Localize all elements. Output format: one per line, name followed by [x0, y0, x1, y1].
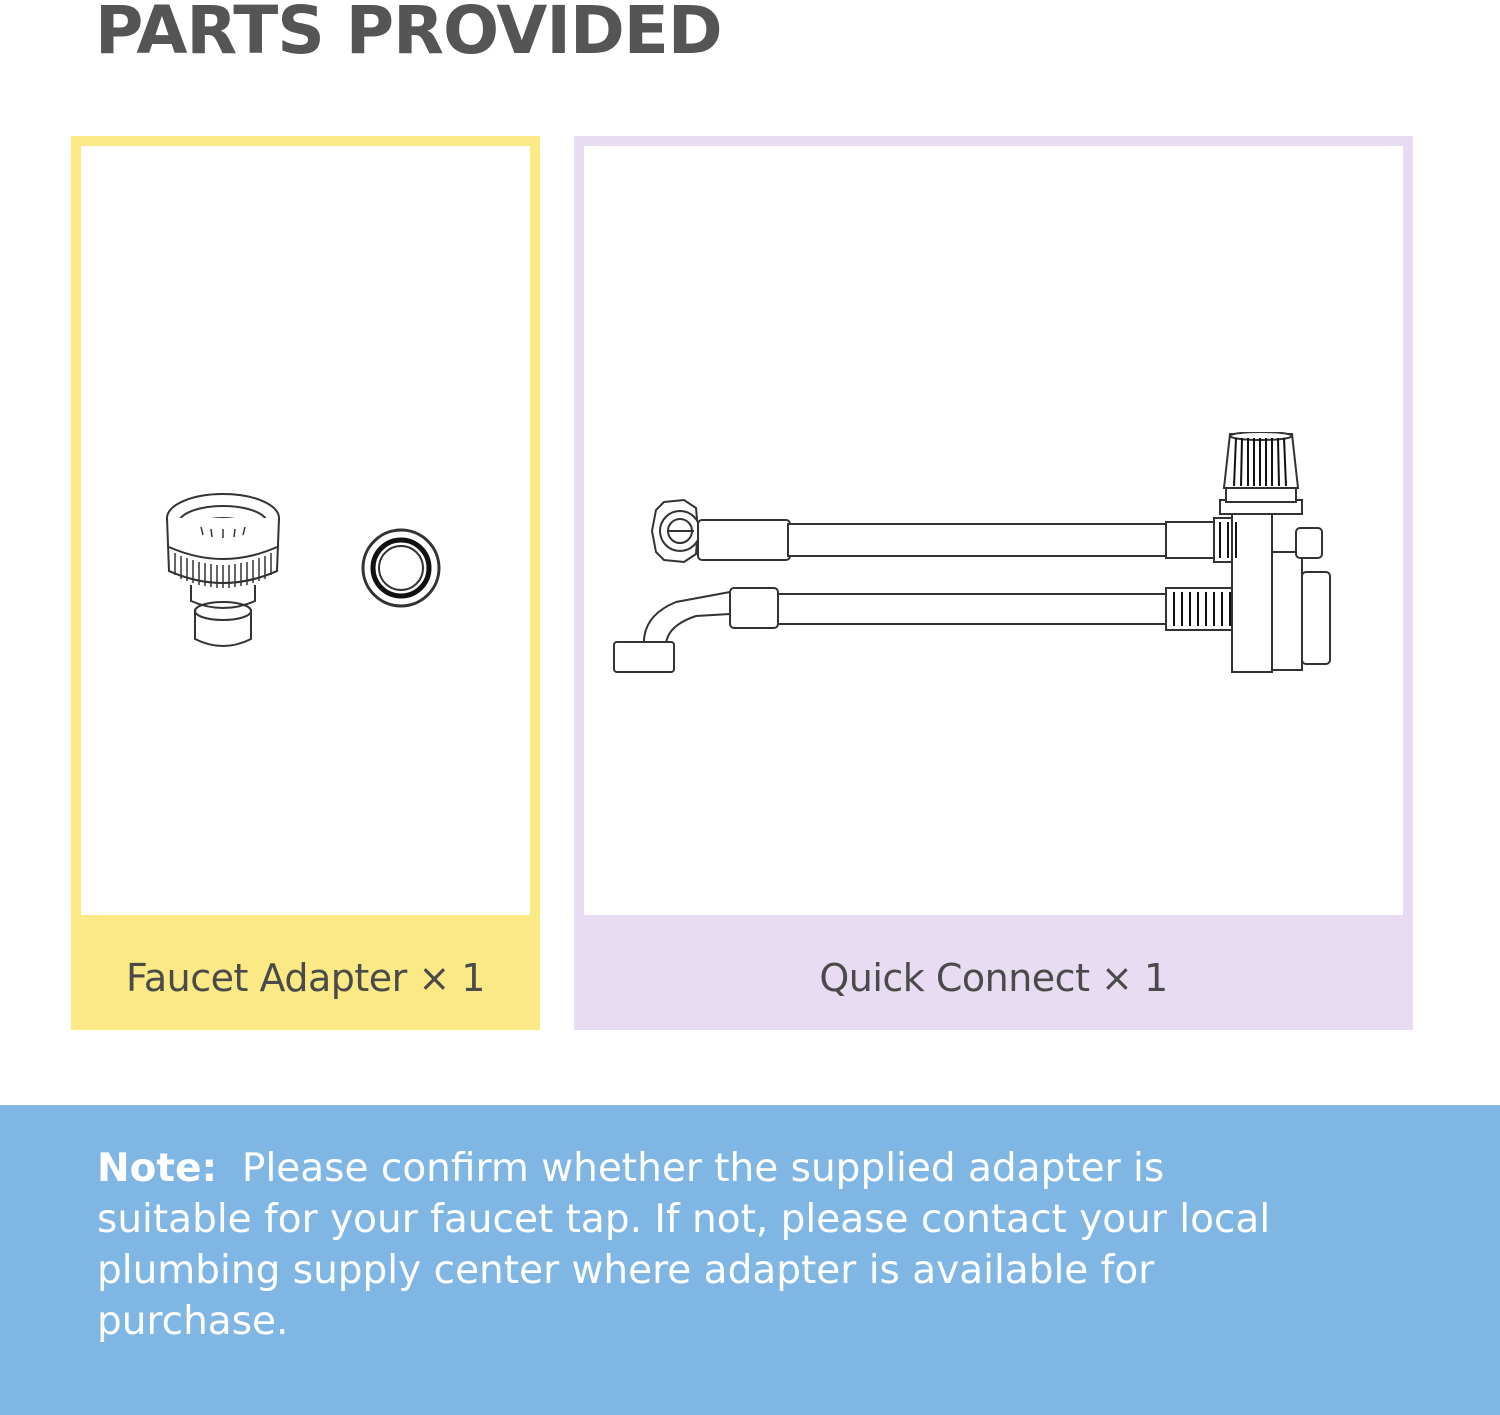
part-illustration-area: [584, 146, 1403, 915]
part-label: [71, 926, 540, 1030]
page-title: PARTS PROVIDED: [95, 0, 722, 69]
faucet-adapter-icon: [161, 491, 291, 661]
part-card-faucet-adapter: [71, 136, 540, 1030]
quick-connect-valve-icon: [612, 432, 1336, 678]
part-illustration-area: [81, 146, 530, 915]
part-card-quick-connect: [574, 136, 1413, 1030]
washer-ring-icon: [359, 526, 443, 610]
part-label: [574, 926, 1413, 1030]
note-paragraph: [97, 1143, 1327, 1347]
note-banner: [0, 1105, 1500, 1415]
part-name-faucet-adapter: Faucet Adapter × 1: [126, 956, 485, 1000]
note-body: Please confirm whether the supplied adapter is suitable for your faucet tap. If not, please contact your local plumbing supply center where adapter is available for purchase.: [97, 1146, 1271, 1344]
note-label: Note:: [97, 1146, 218, 1191]
part-name-quick-connect: Quick Connect × 1: [819, 956, 1168, 1000]
